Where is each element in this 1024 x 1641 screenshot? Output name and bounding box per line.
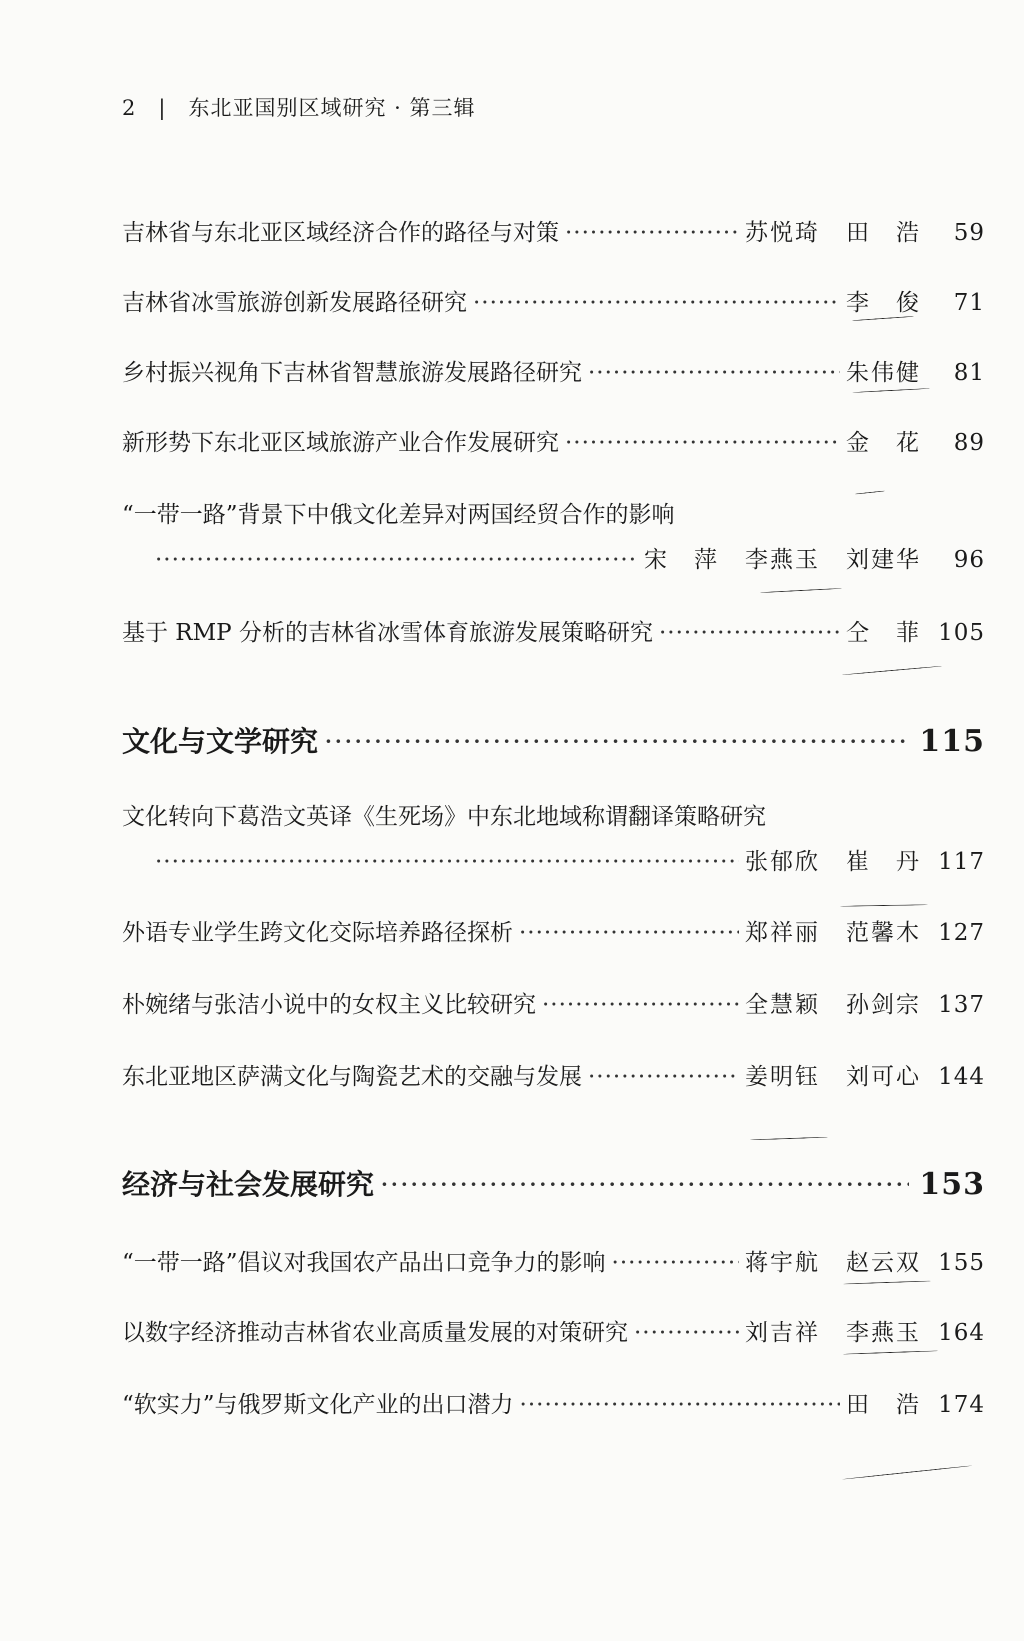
- toc-entry: [122, 1386, 985, 1419]
- pen-underline: [852, 388, 930, 393]
- toc-entry: [155, 843, 985, 876]
- toc-entry: [122, 986, 985, 1019]
- author: 孙剑宗: [846, 992, 921, 1018]
- toc-entry: [122, 284, 985, 317]
- entry-title: 基于 RMP 分析的吉林省冰雪体育旅游发展策略研究: [122, 620, 653, 646]
- entry-title: 以数字经济推动吉林省农业高质量发展的对策研究: [122, 1320, 628, 1346]
- leader-dots: [612, 1250, 739, 1276]
- author: 李 俊: [846, 290, 921, 316]
- author: 刘可心: [846, 1064, 921, 1090]
- author: 刘吉祥: [745, 1320, 820, 1346]
- author: 刘建华: [846, 547, 921, 573]
- author: 苏悦琦: [745, 220, 820, 246]
- entry-authors: [745, 914, 921, 947]
- toc-entry: [122, 214, 985, 247]
- pen-underline: [840, 904, 928, 907]
- author: 全慧颖: [745, 992, 820, 1018]
- pen-underline: [760, 588, 842, 593]
- section-page: 115: [919, 724, 985, 759]
- leader-dots: [565, 220, 739, 246]
- entry-title: “软实力”与俄罗斯文化产业的出口潜力: [122, 1392, 514, 1418]
- entry-page: 117: [938, 849, 985, 875]
- toc-entry: [122, 424, 985, 457]
- entry-authors: [846, 284, 921, 317]
- leader-dots: [324, 725, 909, 758]
- header-page-number: 2: [122, 96, 137, 120]
- entry-title: 文化转向下葛浩文英译《生死场》中东北地域称谓翻译策略研究: [122, 804, 766, 830]
- entry-title: “一带一路”背景下中俄文化差异对两国经贸合作的影响: [122, 502, 675, 528]
- author: 李燕玉: [745, 547, 820, 573]
- entry-title: 东北亚地区萨满文化与陶瓷艺术的交融与发展: [122, 1064, 582, 1090]
- leader-dots: [520, 1392, 840, 1418]
- entry-authors: [745, 214, 921, 247]
- header-book-title: 东北亚国别区域研究 · 第三辑: [188, 96, 476, 120]
- entry-authors: [745, 1058, 921, 1091]
- leader-dots: [155, 547, 638, 573]
- toc-entry: [122, 1244, 985, 1277]
- author: 金 花: [846, 430, 921, 456]
- pen-underline: [843, 1280, 931, 1284]
- entry-page: 81: [953, 360, 985, 386]
- author: 蒋宇航: [745, 1250, 820, 1276]
- pen-underline: [842, 666, 942, 676]
- leader-dots: [155, 849, 739, 875]
- entry-authors: [745, 1244, 921, 1277]
- entry-page: 137: [938, 992, 985, 1018]
- entry-page: 174: [938, 1392, 985, 1418]
- author: 张郁欣: [745, 849, 820, 875]
- entry-authors: [846, 424, 921, 457]
- author: 田 浩: [846, 220, 921, 246]
- toc-entry: [122, 614, 985, 647]
- entry-authors: [846, 354, 921, 387]
- author: 朱伟健: [846, 360, 921, 386]
- leader-dots: [565, 430, 840, 456]
- leader-dots: [659, 620, 840, 646]
- author: 田 浩: [846, 1392, 921, 1418]
- entry-title: 乡村振兴视角下吉林省智慧旅游发展路径研究: [122, 360, 582, 386]
- author: 仝 菲: [846, 620, 921, 646]
- entry-title: 外语专业学生跨文化交际培养路径探析: [122, 920, 513, 946]
- entry-authors: [846, 1386, 921, 1419]
- pen-underline: [855, 490, 885, 494]
- leader-dots: [473, 290, 840, 316]
- author: 赵云双: [846, 1250, 921, 1276]
- author: 宋 萍: [644, 547, 719, 573]
- author: 郑祥丽: [745, 920, 820, 946]
- entry-page: 105: [938, 620, 985, 646]
- author: 姜明钰: [745, 1064, 820, 1090]
- entry-page: 155: [938, 1250, 985, 1276]
- author: 崔 丹: [846, 849, 921, 875]
- leader-dots: [542, 992, 739, 1018]
- pen-underline: [842, 1465, 971, 1480]
- toc-section: [122, 1163, 985, 1203]
- pen-underline: [750, 1137, 828, 1141]
- entry-authors: [745, 986, 921, 1019]
- header-separator: |: [158, 96, 167, 120]
- entry-page: 96: [953, 547, 985, 573]
- toc-entry: [122, 1314, 985, 1347]
- pen-underline: [843, 1350, 938, 1354]
- entry-page: 71: [953, 290, 985, 316]
- author: 范馨木: [846, 920, 921, 946]
- section-title: 经济与社会发展研究: [122, 1168, 375, 1201]
- entry-title: 新形势下东北亚区域旅游产业合作发展研究: [122, 430, 559, 456]
- section-page: 153: [919, 1167, 985, 1202]
- author: 李燕玉: [846, 1320, 921, 1346]
- entry-title: 吉林省与东北亚区域经济合作的路径与对策: [122, 220, 559, 246]
- toc-entry: [155, 541, 985, 574]
- toc-entry: [122, 1058, 985, 1091]
- entry-page: 127: [938, 920, 985, 946]
- entry-title: 吉林省冰雪旅游创新发展路径研究: [122, 290, 467, 316]
- entry-page: 59: [953, 220, 985, 246]
- leader-dots: [588, 360, 840, 386]
- section-title: 文化与文学研究: [122, 725, 319, 758]
- entry-page: 89: [953, 430, 985, 456]
- leader-dots: [634, 1320, 739, 1346]
- leader-dots: [380, 1168, 909, 1201]
- entry-title: “一带一路”倡议对我国农产品出口竞争力的影响: [122, 1250, 606, 1276]
- entry-authors: [846, 614, 921, 647]
- entry-page: 144: [938, 1064, 985, 1090]
- toc-section: [122, 720, 985, 760]
- toc-entry: [122, 354, 985, 387]
- leader-dots: [588, 1064, 739, 1090]
- entry-authors: [745, 1314, 921, 1347]
- entry-title: 朴婉绪与张洁小说中的女权主义比较研究: [122, 992, 536, 1018]
- entry-page: 164: [938, 1320, 985, 1346]
- running-header: [122, 92, 475, 122]
- leader-dots: [519, 920, 739, 946]
- toc-entry: [122, 914, 985, 947]
- entry-authors: [644, 541, 921, 574]
- entry-authors: [745, 843, 921, 876]
